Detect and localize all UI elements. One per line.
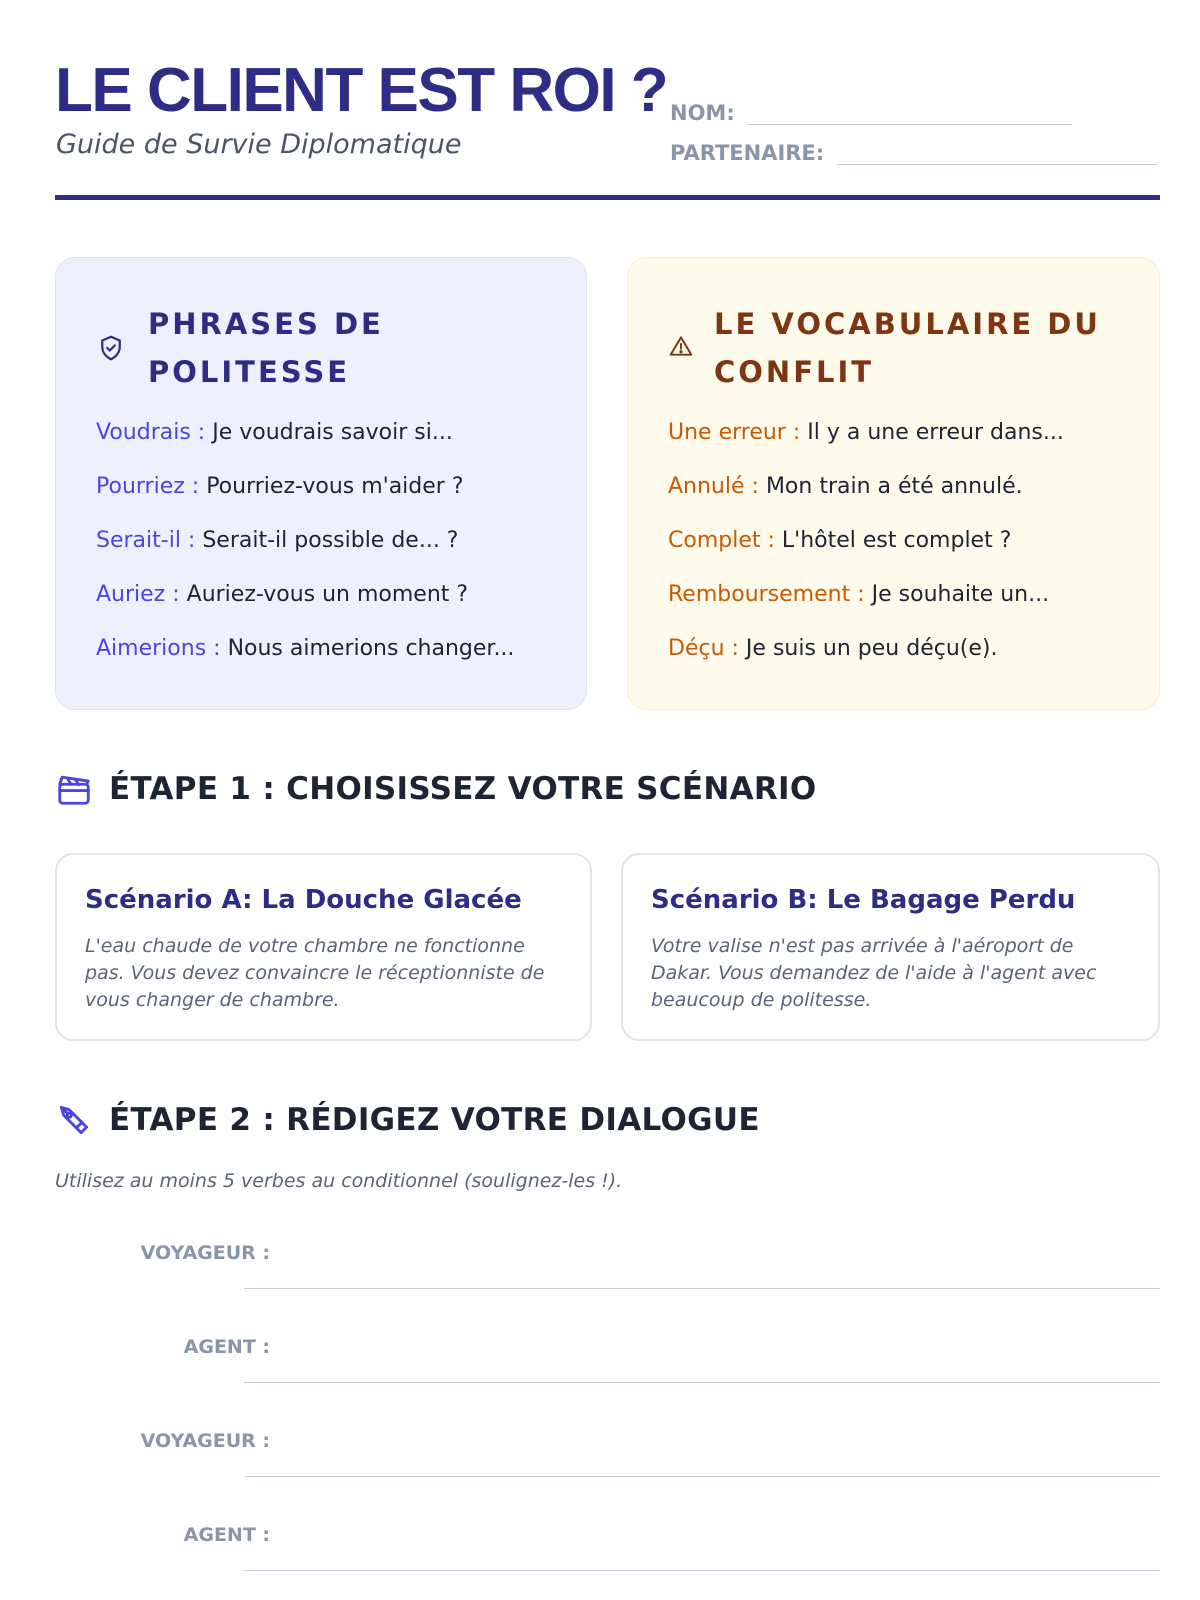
conflict-list — [668, 420, 1064, 690]
politeness-card-header — [96, 300, 556, 396]
scenario-b-card[interactable] — [621, 853, 1160, 1041]
speaker-label: AGENT : — [183, 1336, 270, 1358]
politeness-card-title: PHRASES DE POLITESSE — [148, 307, 384, 389]
dialogue-write-line[interactable] — [244, 1476, 1160, 1477]
list-item — [668, 582, 1064, 636]
shield-check-icon — [96, 333, 126, 363]
speaker-label: VOYAGEUR : — [140, 1242, 270, 1264]
scenario-description: Votre valise n'est pas arrivée à l'aéroport de Dakar. Vous demandez de l'aide à l'agent avec beaucoup de politesse. — [651, 935, 1097, 1011]
vocab-example: Il y a une erreur dans... — [807, 420, 1064, 445]
header-divider — [55, 195, 1160, 200]
warning-triangle-icon — [668, 333, 698, 363]
clapperboard-icon — [55, 770, 93, 808]
scenario-title: Scénario A: La Douche Glacée — [85, 885, 522, 915]
speaker-label: AGENT : — [183, 1524, 270, 1546]
name-field-label: NOM: — [670, 101, 735, 125]
vocab-example: Je voudrais savoir si... — [212, 420, 453, 445]
vocab-example: L'hôtel est complet ? — [781, 528, 1012, 553]
vocab-term: Complet : — [668, 528, 775, 553]
vocab-term: Aimerions : — [96, 636, 221, 661]
conflict-card-header — [668, 300, 1128, 396]
scenario-a-card[interactable] — [55, 853, 592, 1041]
dialogue-row[interactable] — [55, 1518, 1160, 1600]
dialogue-write-line[interactable] — [244, 1570, 1160, 1571]
vocab-term: Pourriez : — [96, 474, 200, 499]
dialogue-write-line[interactable] — [244, 1382, 1160, 1383]
worksheet-header — [55, 55, 1160, 203]
vocab-term: Serait-il : — [96, 528, 196, 553]
page-subtitle: Guide de Survie Diplomatique — [56, 129, 462, 160]
vocab-term: Auriez : — [96, 582, 180, 607]
list-item — [668, 474, 1064, 528]
list-item — [96, 636, 514, 690]
vocab-example: Auriez-vous un moment ? — [186, 582, 469, 607]
dialogue-row[interactable] — [55, 1330, 1160, 1424]
dialogue-row[interactable] — [55, 1424, 1160, 1518]
vocab-example: Serait-il possible de... ? — [202, 528, 459, 553]
vocab-term: Déçu : — [668, 636, 739, 661]
list-item — [96, 420, 514, 474]
list-item — [96, 474, 514, 528]
list-item — [668, 528, 1064, 582]
vocab-term: Voudrais : — [96, 420, 206, 445]
list-item — [668, 420, 1064, 474]
vocab-term: Une erreur : — [668, 420, 801, 445]
conflict-card — [627, 257, 1160, 710]
vocab-term: Annulé : — [668, 474, 759, 499]
partner-input-line[interactable] — [836, 137, 1158, 165]
dialogue-write-line[interactable] — [244, 1288, 1160, 1289]
scenario-title: Scénario B: Le Bagage Perdu — [651, 885, 1076, 915]
politeness-list — [96, 420, 514, 690]
step2-heading — [55, 1101, 760, 1139]
vocab-example: Pourriez-vous m'aider ? — [206, 474, 464, 499]
speaker-label: VOYAGEUR : — [140, 1430, 270, 1452]
pen-nib-icon — [55, 1101, 93, 1139]
page-title: LE CLIENT EST ROI ? — [55, 56, 668, 125]
vocab-term: Remboursement : — [668, 582, 865, 607]
vocab-example: Nous aimerions changer... — [227, 636, 515, 661]
conflict-card-title: LE VOCABULAIRE DU CONFLIT — [714, 307, 1101, 389]
name-input-line[interactable] — [747, 97, 1072, 125]
vocab-example: Je souhaite un... — [871, 582, 1050, 607]
vocab-example: Je suis un peu déçu(e). — [745, 636, 998, 661]
scenario-description: L'eau chaude de votre chambre ne fonctionne pas. Vous devez convaincre le réceptionniste de vous changer de chambre. — [85, 935, 545, 1011]
step1-heading — [55, 770, 817, 808]
dialogue-row[interactable] — [55, 1236, 1160, 1330]
name-field[interactable] — [670, 97, 1072, 125]
partner-field[interactable] — [670, 137, 1158, 165]
step2-instruction: Utilisez au moins 5 verbes au conditionnel (soulignez-les !). — [55, 1170, 623, 1192]
vocab-example: Mon train a été annulé. — [765, 474, 1023, 499]
list-item — [668, 636, 1064, 690]
list-item — [96, 528, 514, 582]
list-item — [96, 582, 514, 636]
politeness-card — [55, 257, 587, 710]
step2-title: ÉTAPE 2 : RÉDIGEZ VOTRE DIALOGUE — [109, 1102, 760, 1138]
step1-title: ÉTAPE 1 : CHOISISSEZ VOTRE SCÉNARIO — [109, 771, 817, 807]
partner-field-label: PARTENAIRE: — [670, 141, 825, 165]
